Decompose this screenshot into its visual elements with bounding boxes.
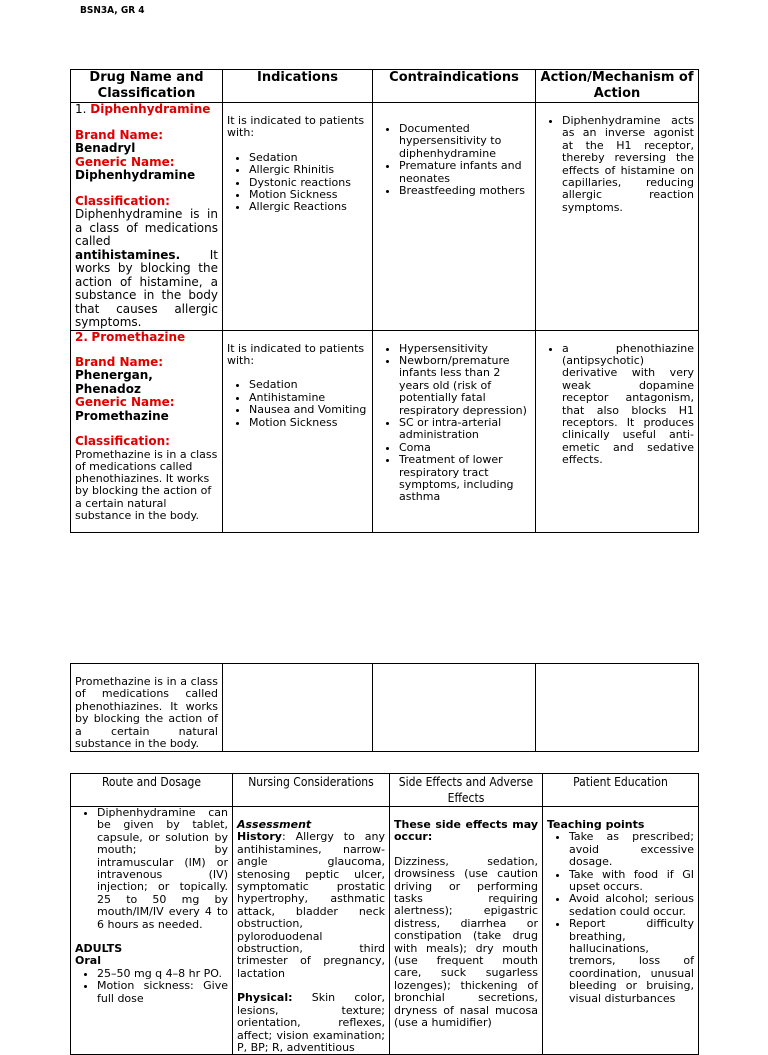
table-row: [71, 330, 699, 532]
side-effects-heading: These side effects may occur:: [394, 818, 538, 844]
empty-cell: [373, 664, 536, 752]
table-row: [71, 807, 699, 1055]
list-item: • 25–50 mg q 4–8 hr PO.: [97, 968, 228, 980]
teaching-points-heading: Teaching points: [547, 818, 645, 831]
classification-text: Diphenhydramine is in a class of medications called antihistamines. It works by blocking the action of histamine, a substance in the body that causes allergic symptoms.: [75, 207, 218, 329]
brand-name: Benadryl: [75, 141, 136, 155]
list-item: • Report difficulty breathing, hallucinations, tremors, loss of coordination, unusual bleeding or bruising, visual disturbances: [569, 918, 694, 1005]
list-item: • a phenothiazine (antipsychotic) derivative with very weak dopamine receptor antagonism, that also blocks H1 receptors. It produces clinically useful anti-emetic and sedative effects.: [562, 343, 694, 467]
teaching-list: [547, 831, 694, 1005]
action-cell: [536, 330, 699, 532]
column-header: Route and Dosage: [71, 774, 233, 807]
list-item: • Premature infants and neonates: [399, 160, 531, 185]
list-item: • Diphenhydramine acts as an inverse agonist at the H1 receptor, thereby reversing the effects of histamine on capillaries, reducing allergic reaction symptoms.: [562, 115, 694, 214]
empty-cell: [223, 664, 373, 752]
brand-label: Brand Name:: [75, 127, 164, 142]
list-item: • Antihistamine: [249, 392, 368, 404]
generic-label: Generic Name:: [75, 395, 175, 410]
nursing-table-header-row: [71, 774, 699, 807]
route-dosage-cell: [71, 807, 233, 1055]
nursing-table: [70, 773, 699, 1055]
dosage-list: [75, 968, 228, 1005]
list-item: • Breastfeeding mothers: [399, 185, 531, 197]
column-header: Drug Name and Classification: [71, 70, 223, 103]
route-list: [75, 807, 228, 931]
classification-text: Promethazine is in a class of medications called phenothiazines. It works by blocking the action of a certain natural substance in the body.: [71, 664, 223, 752]
contraindications-cell: [373, 103, 536, 331]
continuation-table: [70, 663, 699, 752]
side-effects-text: Dizziness, sedation, drowsiness (use caution driving or performing tasks requiring alertness); epigastric distress, diarrhea or constipation (take drug with meals); dry mouth (use frequent mouth care, suck sugarless lozenges); thickening of bronchial secretions, dryness of nasal mucosa (use a humidifier): [394, 854, 538, 1030]
list-item: • Treatment of lower respiratory tract symptoms, including asthma: [399, 454, 531, 504]
classification-label: Classification:: [75, 434, 170, 449]
list-item: • Motion Sickness: [249, 189, 368, 201]
contraindications-cell: [373, 330, 536, 532]
list-item: • Allergic Reactions: [249, 201, 368, 213]
generic-name: Promethazine: [75, 408, 169, 423]
document-header: BSN3A, GR 4: [80, 5, 145, 16]
indication-intro: It is indicated to patients with:: [227, 114, 365, 140]
indication-intro: It is indicated to patients with:: [227, 341, 365, 367]
list-item: • Dystonic reactions: [249, 177, 368, 189]
generic-name: Diphenhydramine: [75, 168, 196, 182]
indications-list: [227, 379, 368, 429]
adults-label: ADULTS: [75, 942, 123, 956]
brand-name: Phenergan, Phenadoz: [75, 368, 153, 396]
column-header: Nursing Considerations: [233, 774, 390, 807]
contraindications-list: [377, 343, 531, 504]
table-row: [71, 664, 699, 752]
assessment-heading: Assessment: [237, 818, 312, 831]
drug-name-cell: [71, 330, 223, 532]
classification-text: Promethazine is in a class of medications called phenothiazines. It works by blocking the action of a certain natural substance in the body.: [75, 447, 218, 522]
list-item: • Motion Sickness: [249, 417, 368, 429]
list-item: • Motion sickness: Give full dose: [97, 980, 228, 1005]
list-item: • Take with food if GI upset occurs.: [569, 869, 694, 894]
list-item: • Hypersensitivity: [399, 343, 531, 355]
column-header: Indications: [223, 70, 373, 103]
drug-table-header-row: [71, 70, 699, 103]
history-text: History: Allergy to any antihistamines, narrow-angle glaucoma, stenosing peptic ulcer, symptomatic prostatic hypertrophy, asthmatic attack, bladder neck obstruction, pyloroduodenal obstruction, third trimester of pregnancy, lactation: [237, 830, 385, 980]
indications-list: [227, 152, 368, 214]
education-cell: [543, 807, 699, 1055]
list-item: • Nausea and Vomiting: [249, 404, 368, 416]
list-item: • Take as prescribed; avoid excessive dosage.: [569, 831, 694, 868]
drug-name: Promethazine: [91, 329, 186, 344]
list-item: • Coma: [399, 442, 531, 454]
brand-label: Brand Name:: [75, 354, 164, 369]
column-header: Action/Mechanism of Action: [536, 70, 699, 103]
list-item: • Avoid alcohol; serious sedation could occur.: [569, 893, 694, 918]
oral-label: Oral: [75, 954, 101, 968]
column-header: Side Effects and Adverse Effects: [390, 774, 543, 807]
nursing-cell: [233, 807, 390, 1055]
physical-text: Physical: Skin color, lesions, texture; orientation, reflexes, affect; vision examination; P, BP; R, adventitious: [237, 991, 385, 1054]
indications-cell: [223, 330, 373, 532]
drug-name: Diphenhydramine: [90, 102, 211, 116]
generic-label: Generic Name:: [75, 154, 175, 169]
drug-number: 2.: [75, 329, 88, 344]
column-header: Patient Education: [543, 774, 699, 807]
drug-number: 1.: [75, 102, 87, 116]
column-header: Contraindications: [373, 70, 536, 103]
list-item: • Sedation: [249, 379, 368, 391]
drug-name-cell: [71, 103, 223, 331]
list-item: • Newborn/premature infants less than 2 years old (risk of potentially fatal respiratory depression): [399, 355, 531, 417]
empty-cell: [536, 664, 699, 752]
list-item: • Sedation: [249, 152, 368, 164]
action-list: [540, 343, 694, 467]
list-item: • Documented hypersensitivity to diphenhydramine: [399, 123, 531, 160]
action-list: [540, 115, 694, 214]
drug-table: [70, 69, 699, 533]
list-item: • Allergic Rhinitis: [249, 164, 368, 176]
list-item: • SC or intra-arterial administration: [399, 417, 531, 442]
side-effects-cell: [390, 807, 543, 1055]
indications-cell: [223, 103, 373, 331]
table-row: [71, 103, 699, 331]
contraindications-list: [377, 123, 531, 197]
classification-label: Classification:: [75, 193, 170, 208]
list-item: • Diphenhydramine can be given by tablet, capsule, or solution by mouth; by intramuscular (IM) or intravenous (IV) injection; or topically. 25 to 50 mg by mouth/IM/IV every 4 to 6 hours as needed.: [97, 807, 228, 931]
action-cell: [536, 103, 699, 331]
